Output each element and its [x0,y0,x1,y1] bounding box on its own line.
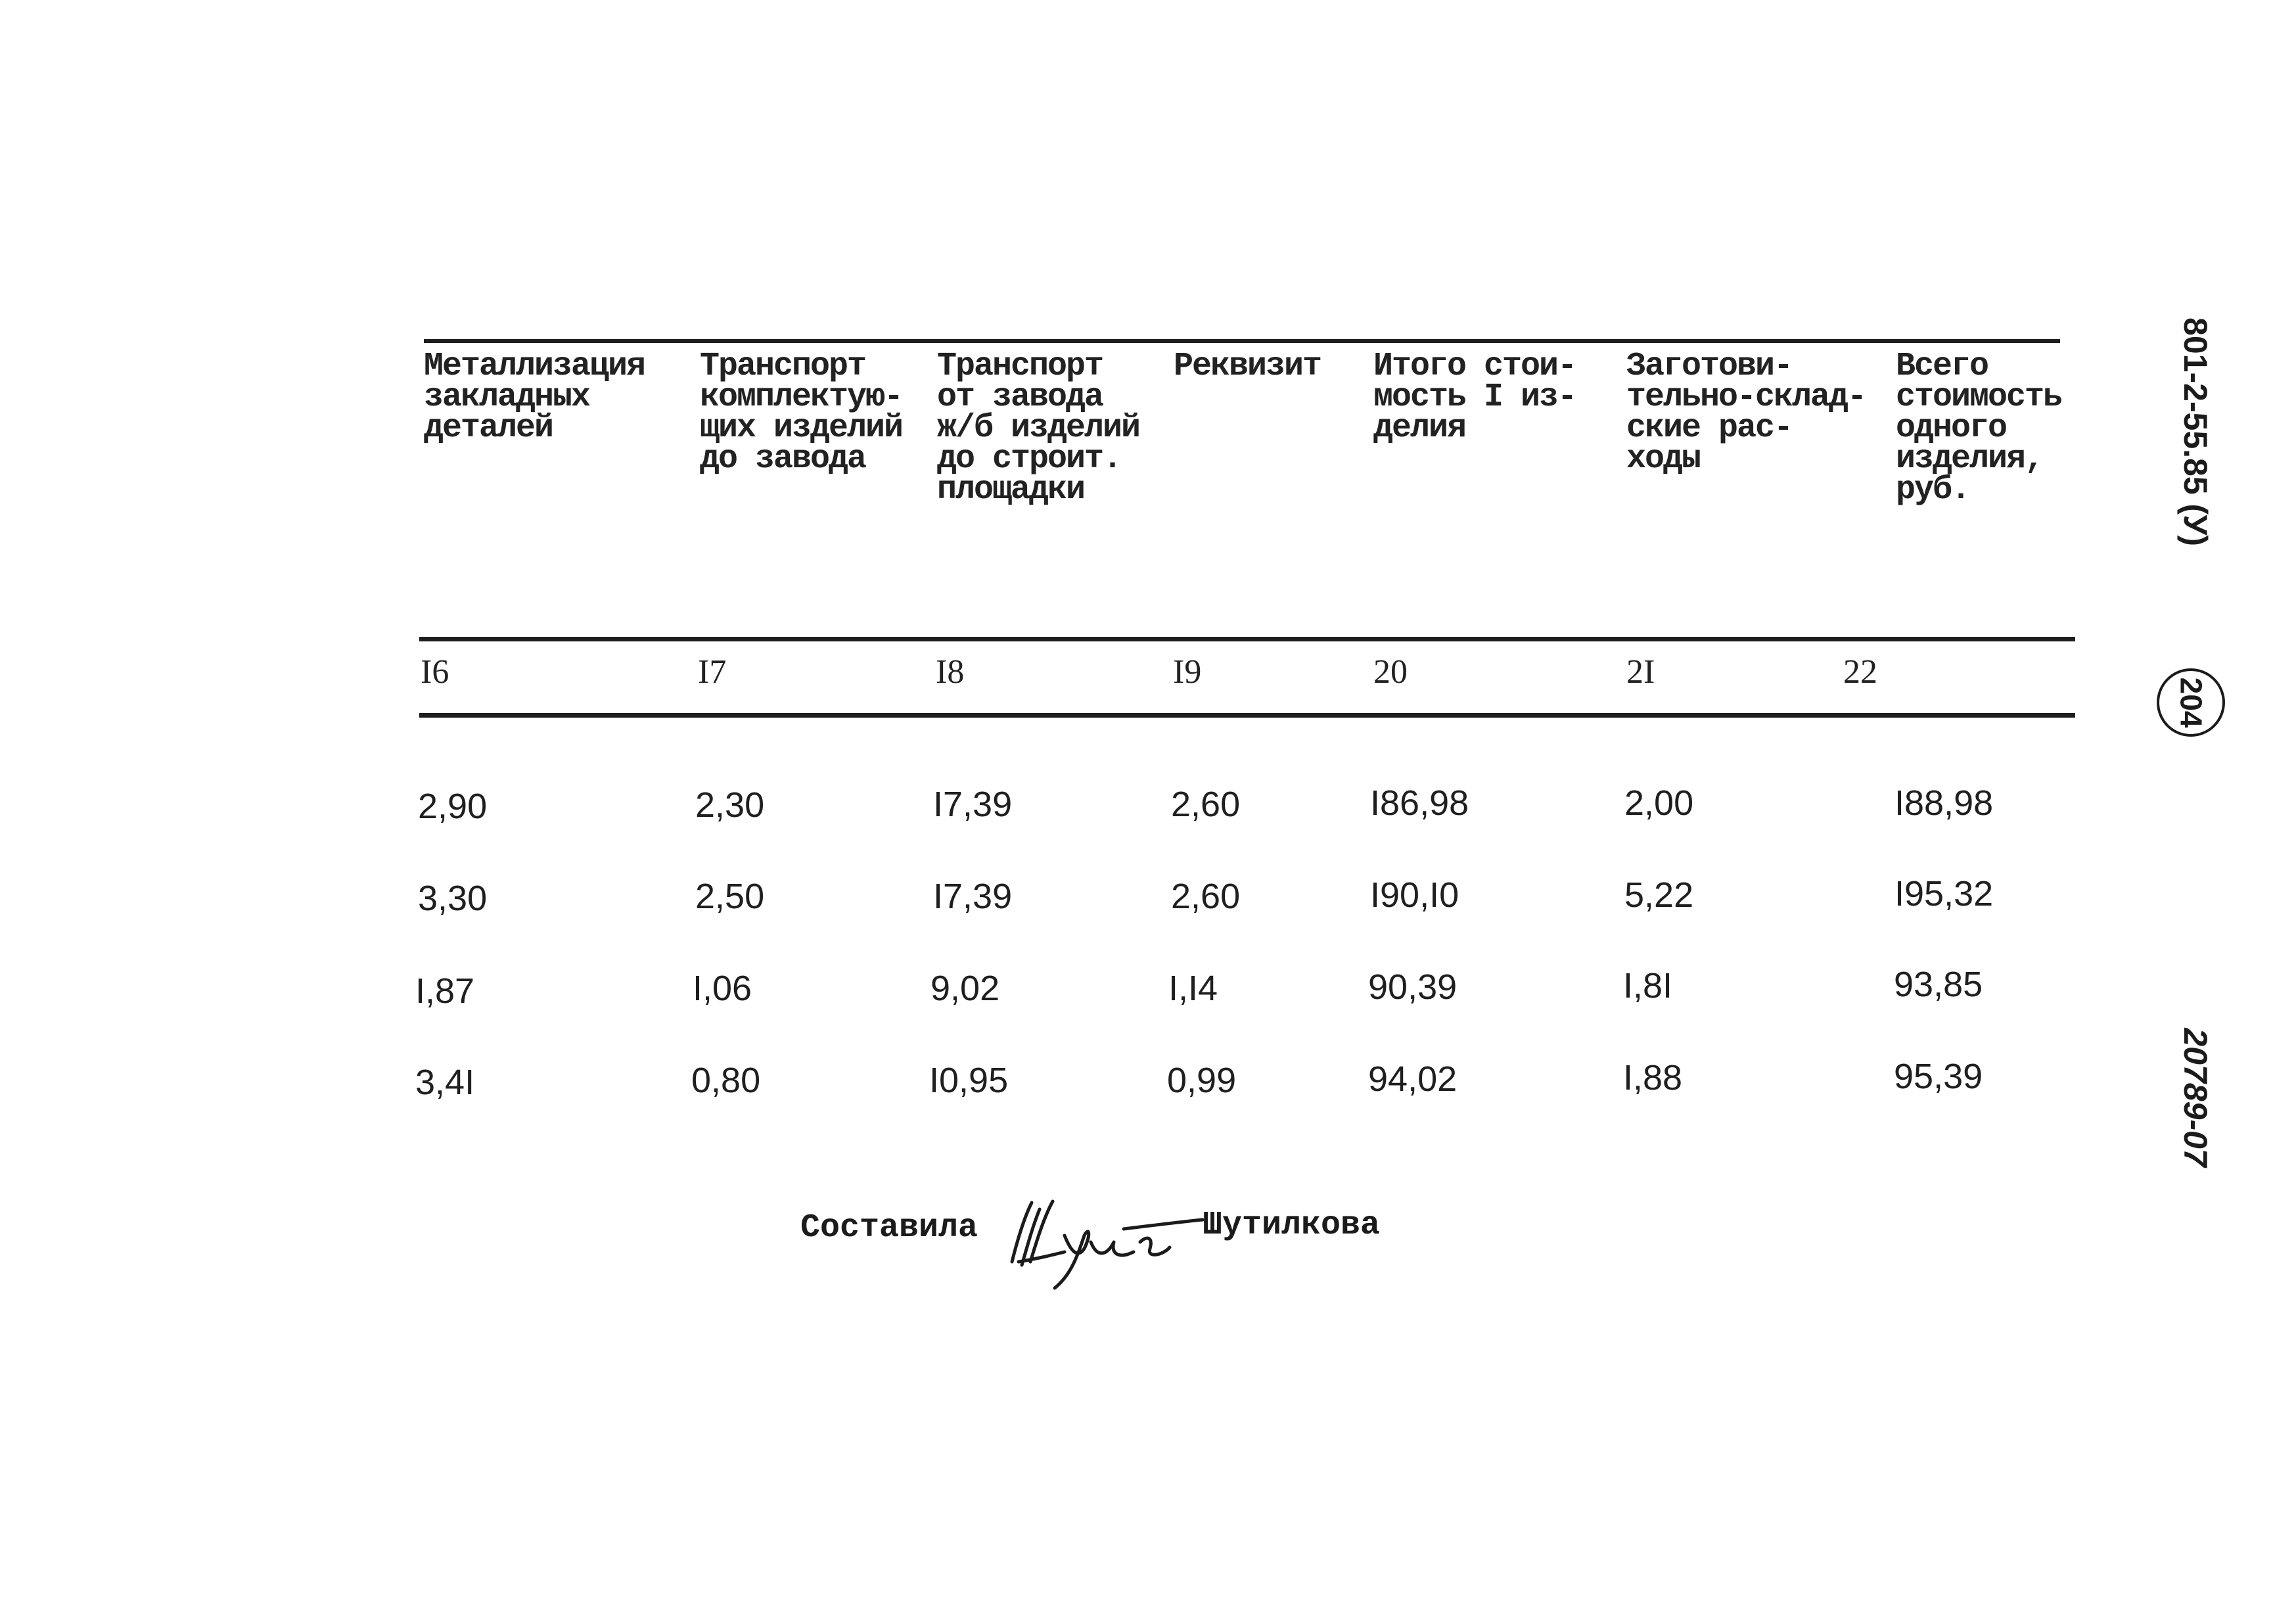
table-cell: I0,95 [929,1061,1009,1100]
header-total-cost: Итого стои- мость I из- делия [1373,348,1576,447]
table-cell: 94,02 [1368,1059,1458,1099]
handwritten-signature [992,1189,1209,1295]
page-number-circle [2157,668,2225,737]
table-cell: 9,02 [930,969,1000,1008]
signature-label: Составила [800,1209,978,1247]
page-number: 204 [2174,677,2208,728]
header-top-rule [424,339,2060,343]
table-cell: I,06 [693,969,752,1008]
table-cell: I,8I [1623,966,1673,1005]
table-cell: I7,39 [933,877,1013,916]
table-cell: 5,22 [1624,875,1694,915]
column-number: I7 [698,653,727,691]
table-cell: I,I4 [1168,969,1218,1008]
signature-name: Шутилкова [1203,1207,1381,1244]
table-cell: I,88 [1623,1058,1683,1097]
archive-number: 20789-07 [2177,1028,2214,1167]
table-cell: I86,98 [1370,783,1469,823]
column-number: I6 [421,653,449,691]
table-cell: 0,80 [691,1061,761,1100]
table-cell: 93,85 [1894,965,1983,1004]
header-transport-concrete: Транспорт от завода ж/б изделий до строит. площадки [937,348,1140,509]
table-cell: 0,99 [1167,1061,1237,1100]
table-cell: 2,60 [1171,785,1241,824]
table-cell: 2,30 [695,785,765,825]
column-numbers-bottom-rule [419,713,2075,718]
table-cell: 3,4I [415,1063,475,1102]
table-cell: I7,39 [933,785,1013,824]
table-cell: 2,90 [418,787,488,826]
table-cell: 90,39 [1368,967,1458,1007]
column-number: 22 [1843,653,1877,691]
table-cell: I90,I0 [1370,875,1459,915]
table-cell: I88,98 [1894,783,1994,823]
column-number: I8 [936,653,965,691]
table-cell: 2,00 [1624,783,1694,823]
header-grand-total: Всего стоимость одного изделия, руб. [1896,348,2062,509]
document-code: 801-2-55.85 (У) [2177,317,2214,546]
table-cell: 2,60 [1171,877,1241,916]
table-cell: 3,30 [418,879,488,918]
table-cell: 95,39 [1894,1057,1983,1096]
header-metallization: Металлизация закладных деталей [424,348,645,447]
header-storage-costs: Заготови- тельно-склад- ские рас- ходы [1626,348,1866,478]
header-transport-components: Транспорт комплектую- щих изделий до завода [700,348,903,478]
table-cell: 2,50 [695,877,765,916]
table-cell: I,87 [415,971,475,1011]
column-number: 2I [1626,653,1655,691]
column-number: I9 [1173,653,1202,691]
column-number: 20 [1373,653,1408,691]
column-numbers-top-rule [419,637,2075,641]
table-cell: I95,32 [1894,874,1994,913]
header-requisite: Реквизит [1174,348,1321,385]
